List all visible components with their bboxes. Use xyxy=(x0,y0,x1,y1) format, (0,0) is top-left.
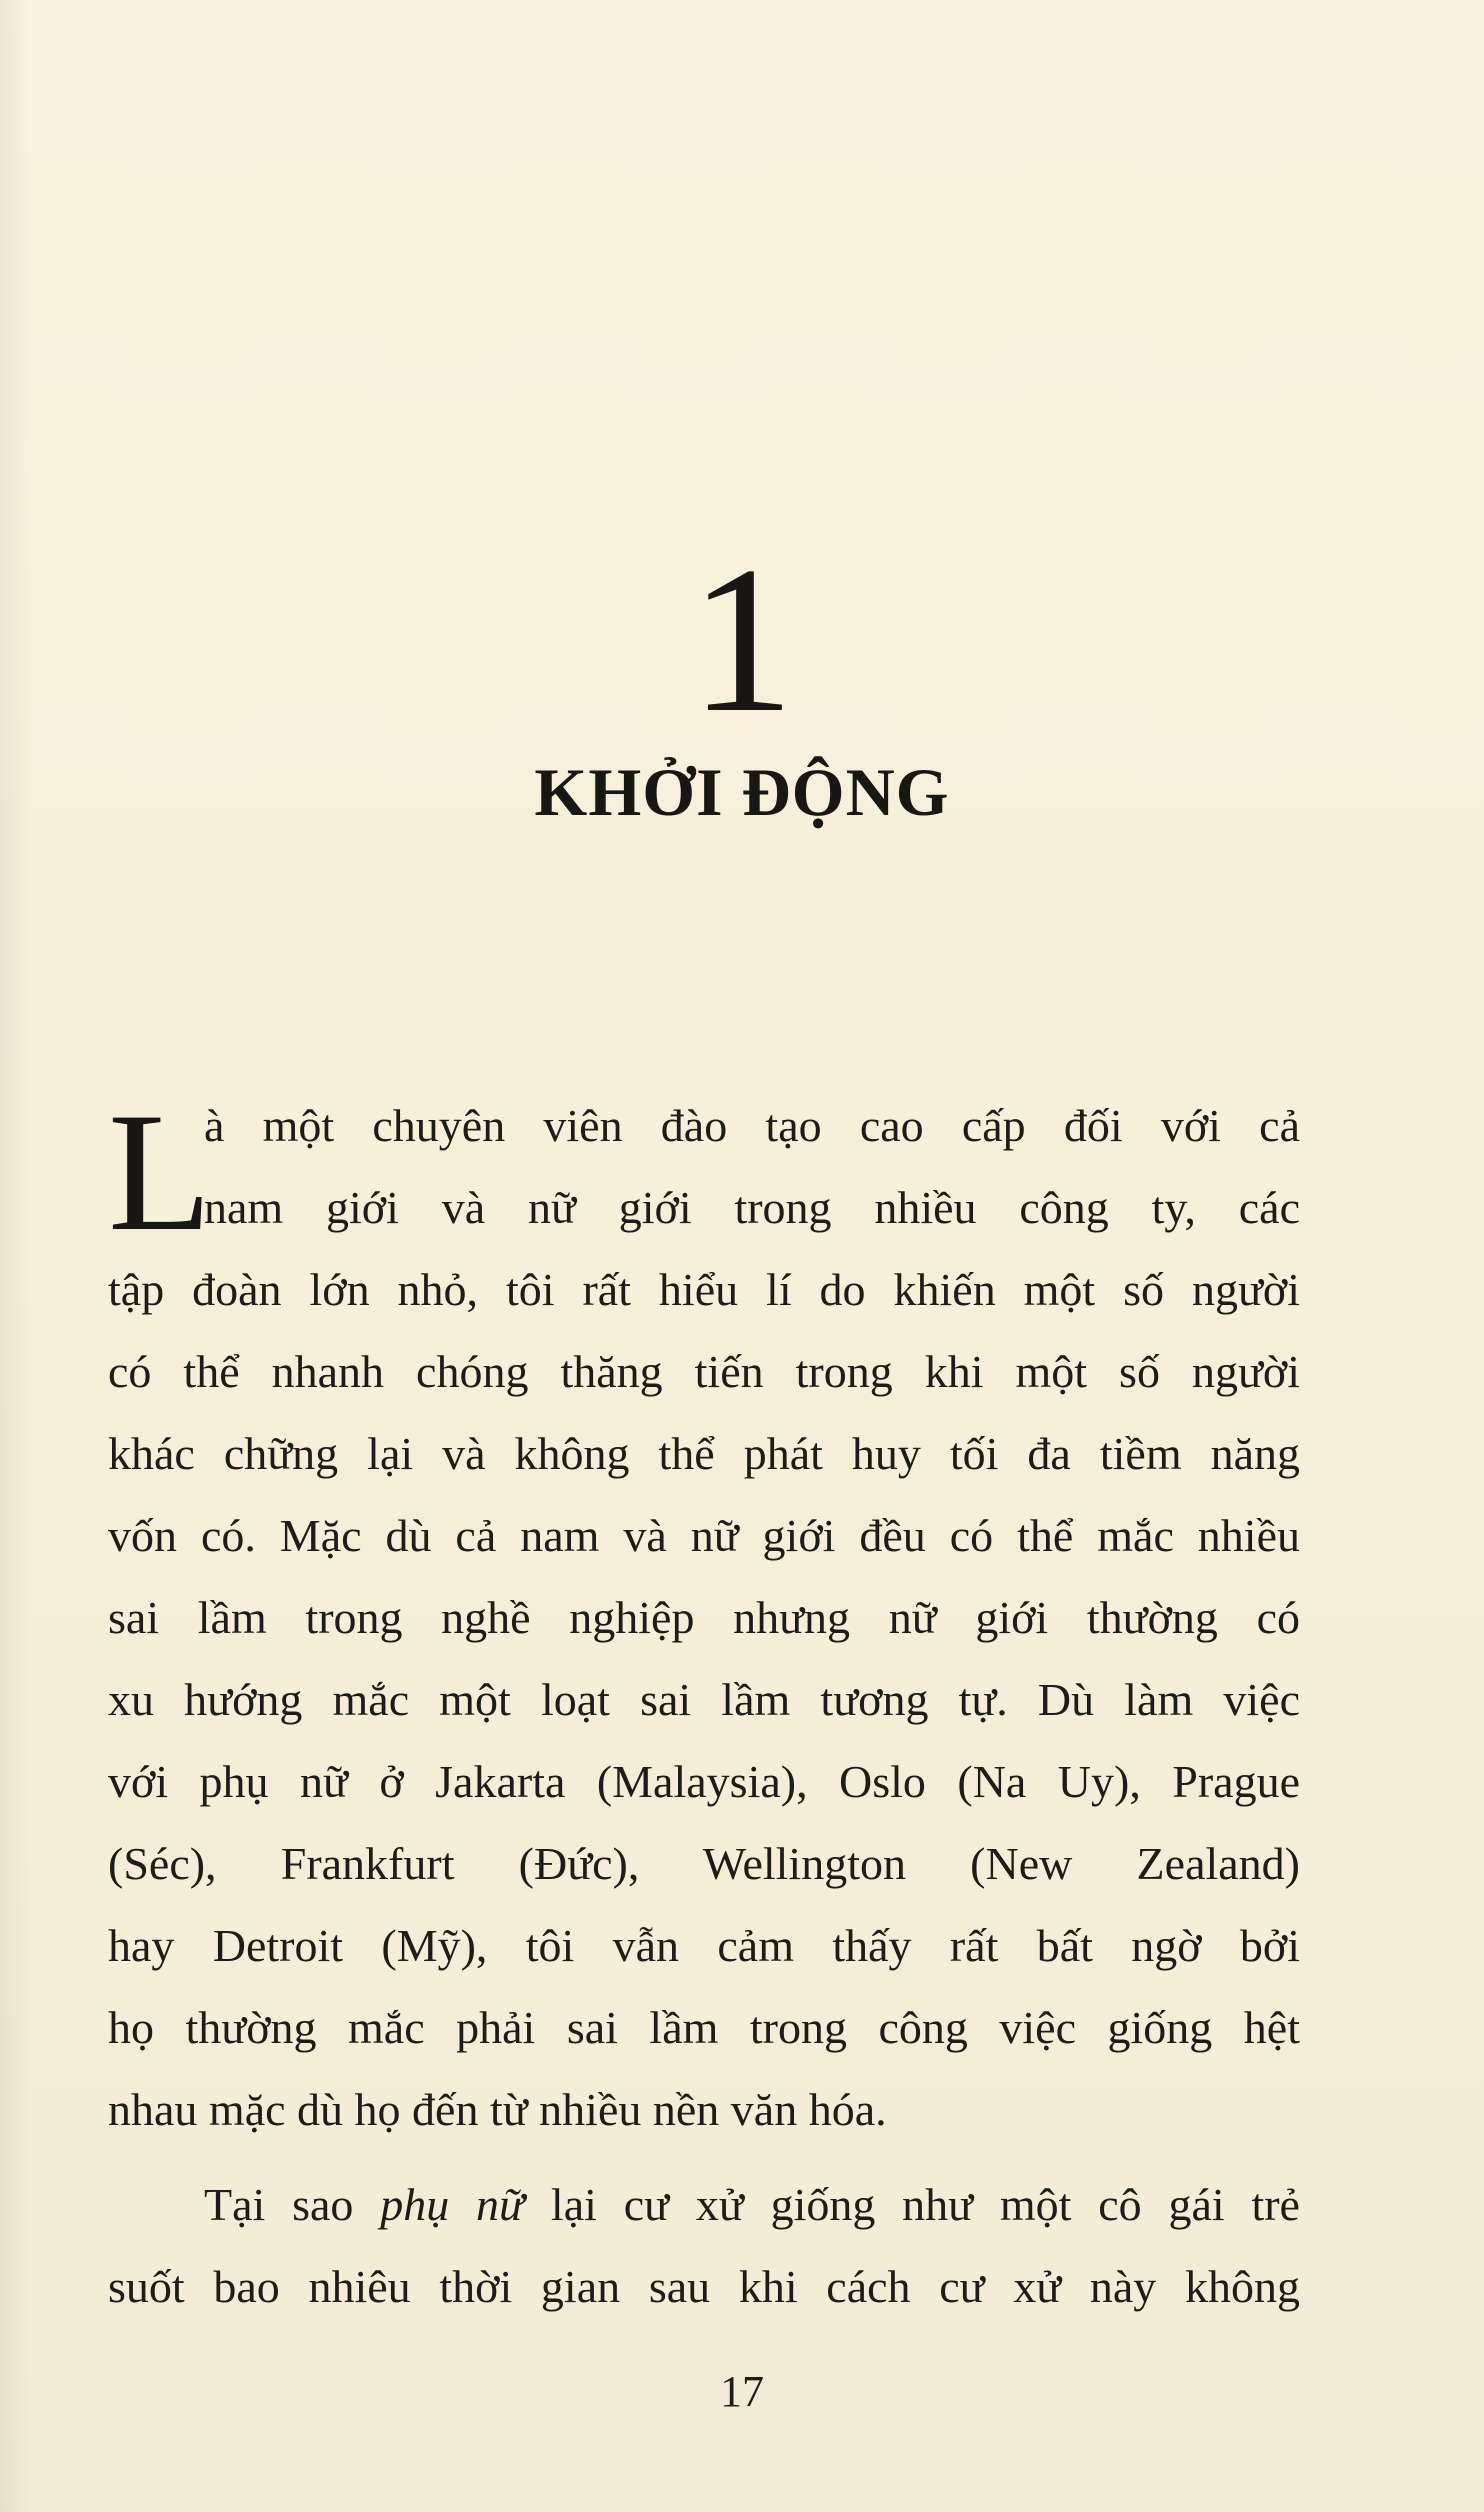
paragraph-1 xyxy=(108,1078,1300,2151)
paragraph-line: với phụ nữ ở Jakarta (Malaysia), Oslo (Na Uy), Prague xyxy=(108,1756,1300,1807)
drop-cap: L xyxy=(108,1078,212,1266)
paragraph-line: xu hướng mắc một loạt sai lầm tương tự. Dù làm việc xyxy=(108,1674,1300,1725)
paragraph-line: (Séc), Frankfurt (Đức), Wellington (New Zealand) xyxy=(108,1838,1300,1889)
paragraph-line: sai lầm trong nghề nghiệp nhưng nữ giới thường có xyxy=(108,1592,1300,1643)
paragraph-line: có thể nhanh chóng thăng tiến trong khi một số người xyxy=(108,1346,1300,1397)
paragraph-line: khác chững lại và không thể phát huy tối đa tiềm năng xyxy=(108,1428,1300,1479)
chapter-title: KHỞI ĐỘNG xyxy=(534,754,950,830)
chapter-number: 1 xyxy=(689,524,795,756)
paragraph-line xyxy=(108,2164,1300,2246)
paragraph-line: họ thường mắc phải sai lầm trong công việc giống hệt xyxy=(108,2002,1300,2053)
paragraph-line: nhau mặc dù họ đến từ nhiều nền văn hóa. xyxy=(108,2084,887,2135)
paragraph-line: nam giới và nữ giới trong nhiều công ty, các xyxy=(204,1182,1300,1233)
paragraph-line: hay Detroit (Mỹ), tôi vẫn cảm thấy rất bất ngờ bởi xyxy=(108,1920,1300,1971)
page-number: 17 xyxy=(720,2367,764,2416)
paragraph-2 xyxy=(108,2164,1300,2328)
italic-text-run: phụ nữ xyxy=(380,2179,525,2230)
paragraph-line-text: à một chuyên viên đào tạo cao cấp đối với cả xyxy=(204,1100,1300,1151)
paragraph-line: tập đoàn lớn nhỏ, tôi rất hiểu lí do khiến một số người xyxy=(108,1264,1300,1315)
paragraph-line: suốt bao nhiêu thời gian sau khi cách cư xử này không xyxy=(108,2261,1300,2312)
paragraph-line: vốn có. Mặc dù cả nam và nữ giới đều có thể mắc nhiều xyxy=(108,1510,1300,1561)
text-run: Tại sao xyxy=(204,2179,381,2230)
text-run: lại cư xử giống như một cô gái trẻ xyxy=(524,2179,1300,2230)
